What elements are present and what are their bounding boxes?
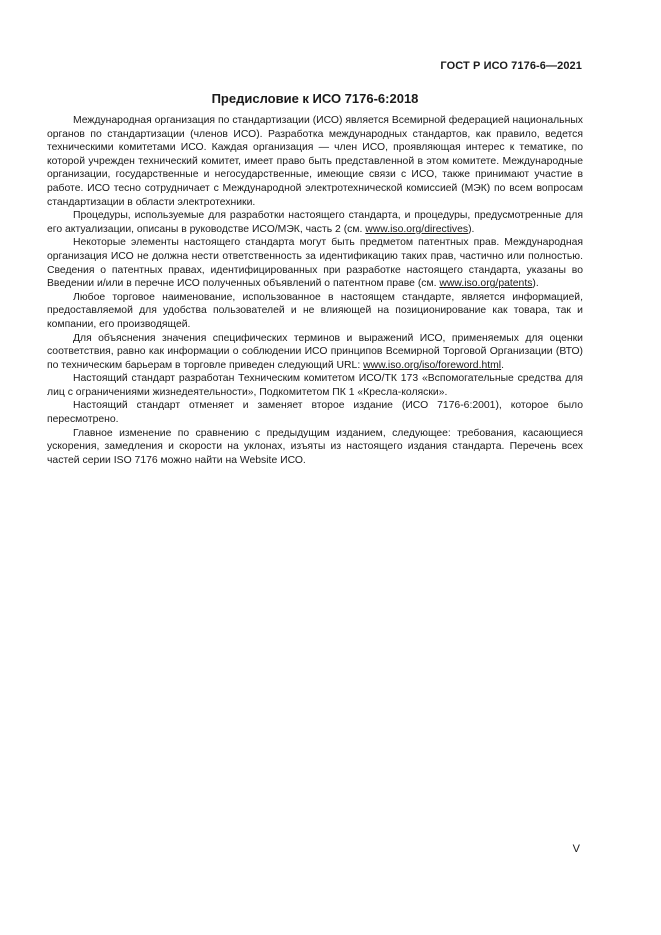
patents-link[interactable]: www.iso.org/patents: [439, 278, 533, 290]
paragraph-text: ).: [468, 223, 475, 235]
directives-link[interactable]: www.iso.org/directives: [365, 223, 469, 235]
page-number: V: [572, 843, 580, 855]
page-title: Предисловие к ИСО 7176-6:2018: [211, 91, 419, 106]
paragraph-text: Процедуры, используемые для разработки настоящего стандарта, и процедуры, предусмотренные для его актуализации, описаны в руководстве ИСО/МЭК, часть 2 (см.: [47, 210, 583, 235]
paragraph-committee: Настоящий стандарт разработан Техническим комитетом ИСО/ТК 173 «Вспомогательные средства для лиц с ограничениями жизнедеятельности», Подкомитетом ПК 1 «Кресла-коляски».: [47, 373, 583, 398]
paragraph-trade-names: Любое торговое наименование, использованное в настоящем стандарте, является информацией, предоставляемой для удобства пользователей и не влияющей на позиционирование как товара, так и компании, его производящей.: [47, 291, 583, 330]
paragraph-changes: Главное изменение по сравнению с предыдущим изданием, следующее: требования, касающиеся ускорения, замедления и скорости на уклонах, изъяты из настоящего издания стандарта. Перечень всех частей серии ISO 7176 можно найти на Website ИСО.: [47, 427, 583, 466]
paragraph-terms: [47, 332, 583, 373]
paragraph-text: Некоторые элементы настоящего стандарта могут быть предметом патентных прав. Международная организация ИСО не должна нести ответственность за идентификацию таких прав, частично или полностью. Сведения о патентных правах, идентифицированных при разработке настоящего стандарта, указаны во Введении и/или в перечне ИСО полученных объявлений о патентном праве (см.: [47, 237, 583, 290]
paragraph-text: ).: [532, 278, 539, 290]
paragraph-patents: [47, 236, 583, 290]
paragraph-text: Для объяснения значения специфических терминов и выражений ИСО, применяемых для оценки соответствия, равно как информации о соблюдении ИСО принципов Всемирной Торговой Организации (ВТО) по техническим барьерам в торговле приведен следующий URL:: [47, 332, 583, 371]
paragraph-text: .: [501, 359, 504, 371]
paragraph-replaces: Настоящий стандарт отменяет и заменяет второе издание (ИСО 7176-6:2001), которое было пересмотрено.: [47, 400, 583, 426]
paragraph-iso-organization: Международная организация по стандартизации (ИСО) является Всемирной федерацией национальных органов по стандартизации (членов ИСО). Разработка международных стандартов, как правило, ведется техническими комитетами ИСО. Каждая организация — член ИСО, проявляющая интерес к тематике, по которой учрежден технический комитет, имеет право быть представленной в этом комитете. Международные организации, государственные и негосударственные, имеющие связи с ИСО, также принимают участие в работе. ИСО тесно сотрудничает с Международной электротехнической комиссией (МЭК) по всем вопросам стандартизации в области электротехники.: [47, 115, 583, 208]
document-body: [47, 114, 583, 467]
standard-code-header: ГОСТ Р ИСО 7176-6—2021: [440, 60, 582, 72]
paragraph-procedures: [47, 209, 583, 236]
foreword-link[interactable]: www.iso.org/iso/foreword.html: [363, 359, 502, 371]
